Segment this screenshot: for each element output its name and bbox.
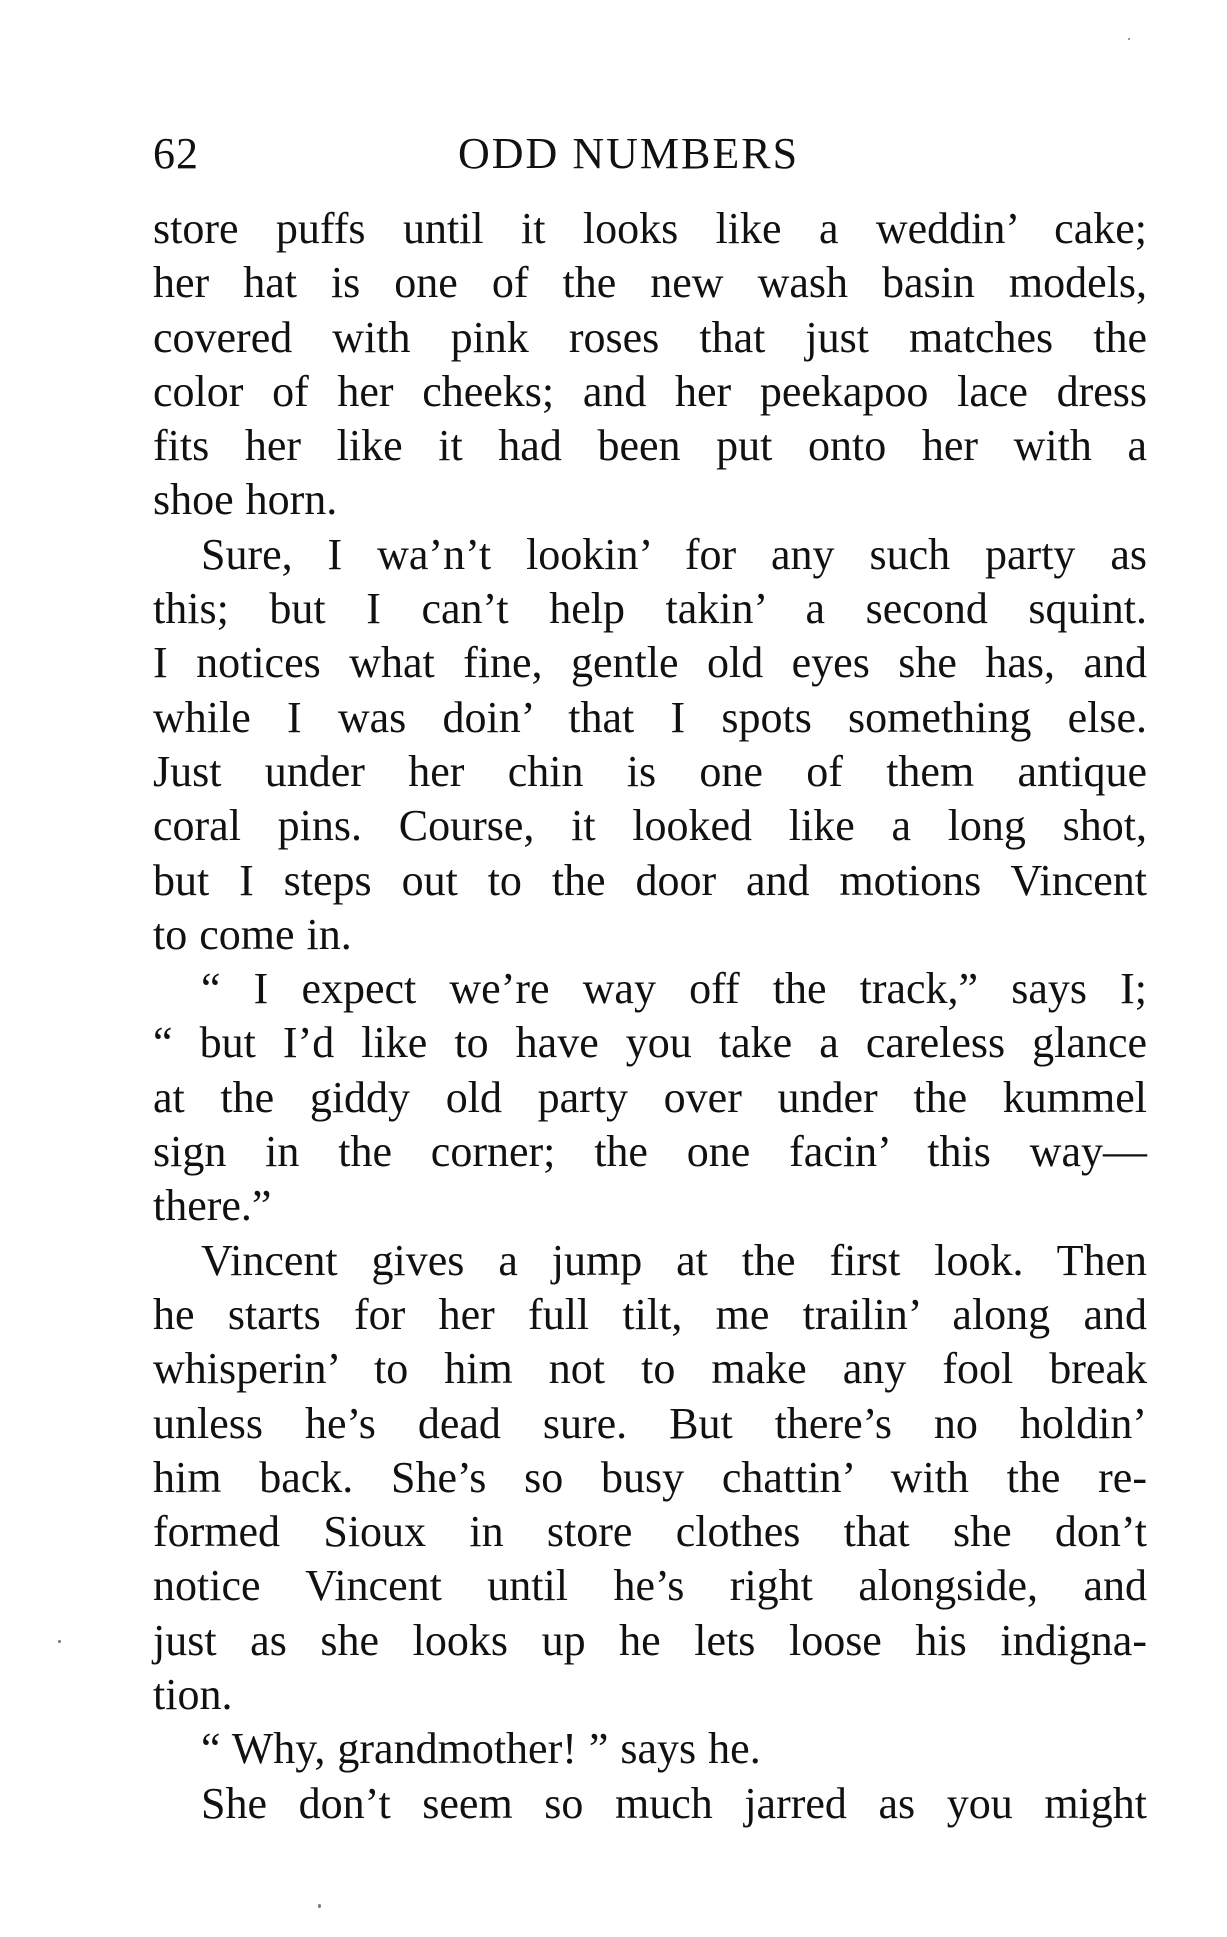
text-line: tion. (153, 1670, 233, 1720)
text-line: color of her cheeks; and her peekapoo lace dress (153, 366, 1147, 416)
text-line: sign in the corner; the one facin’ this way— (153, 1127, 1147, 1177)
text-line: Vincent gives a jump at the first look. Then (201, 1235, 1147, 1285)
text-line: unless he’s dead sure. But there’s no holdin’ (153, 1398, 1147, 1448)
text-line: her hat is one of the new wash basin models, (153, 258, 1147, 308)
text-line: just as she looks up he lets loose his indigna- (153, 1615, 1147, 1665)
text-line: “ Why, grandmother! ” says he. (201, 1724, 761, 1774)
text-line: She don’t seem so much jarred as you might (201, 1778, 1147, 1828)
text-line: this; but I can’t help takin’ a second squint. (153, 584, 1147, 634)
text-line: fits her like it had been put onto her with a (153, 421, 1147, 471)
text-line: “ I expect we’re way off the track,” says I; (201, 964, 1147, 1014)
page-header (153, 128, 1147, 188)
text-line: “ but I’d like to have you take a careless glance (153, 1018, 1147, 1068)
page-number: 62 (153, 129, 199, 178)
text-line: Just under her chin is one of them antique (153, 746, 1147, 796)
running-title: ODD NUMBERS (458, 129, 800, 178)
scan-speck (1128, 38, 1130, 40)
text-line: to come in. (153, 909, 352, 959)
text-line: notice Vincent until he’s right alongside, and (153, 1561, 1147, 1611)
text-line: he starts for her full tilt, me trailin’ along and (153, 1289, 1147, 1339)
text-line: whisperin’ to him not to make any fool break (153, 1344, 1147, 1394)
text-line: store puffs until it looks like a weddin’ cake; (153, 204, 1147, 253)
text-line: there.” (153, 1181, 272, 1231)
text-line: covered with pink roses that just matches the (153, 312, 1147, 362)
text-line: at the giddy old party over under the kummel (153, 1072, 1147, 1122)
text-line: coral pins. Course, it looked like a long shot, (153, 801, 1147, 851)
text-line: shoe horn. (153, 475, 338, 525)
text-line: him back. She’s so busy chattin’ with the re- (153, 1452, 1147, 1502)
body-text (153, 202, 1147, 1831)
text-line: but I steps out to the door and motions Vincent (153, 855, 1147, 905)
text-line: formed Sioux in store clothes that she don’t (153, 1507, 1147, 1557)
scan-speck (58, 1640, 61, 1643)
text-line: I notices what fine, gentle old eyes she has, and (153, 638, 1147, 688)
book-page (153, 128, 1147, 1831)
scan-speck (318, 1904, 321, 1908)
text-line: while I was doin’ that I spots something else. (153, 692, 1147, 742)
text-line: Sure, I wa’n’t lookin’ for any such party as (201, 529, 1147, 579)
